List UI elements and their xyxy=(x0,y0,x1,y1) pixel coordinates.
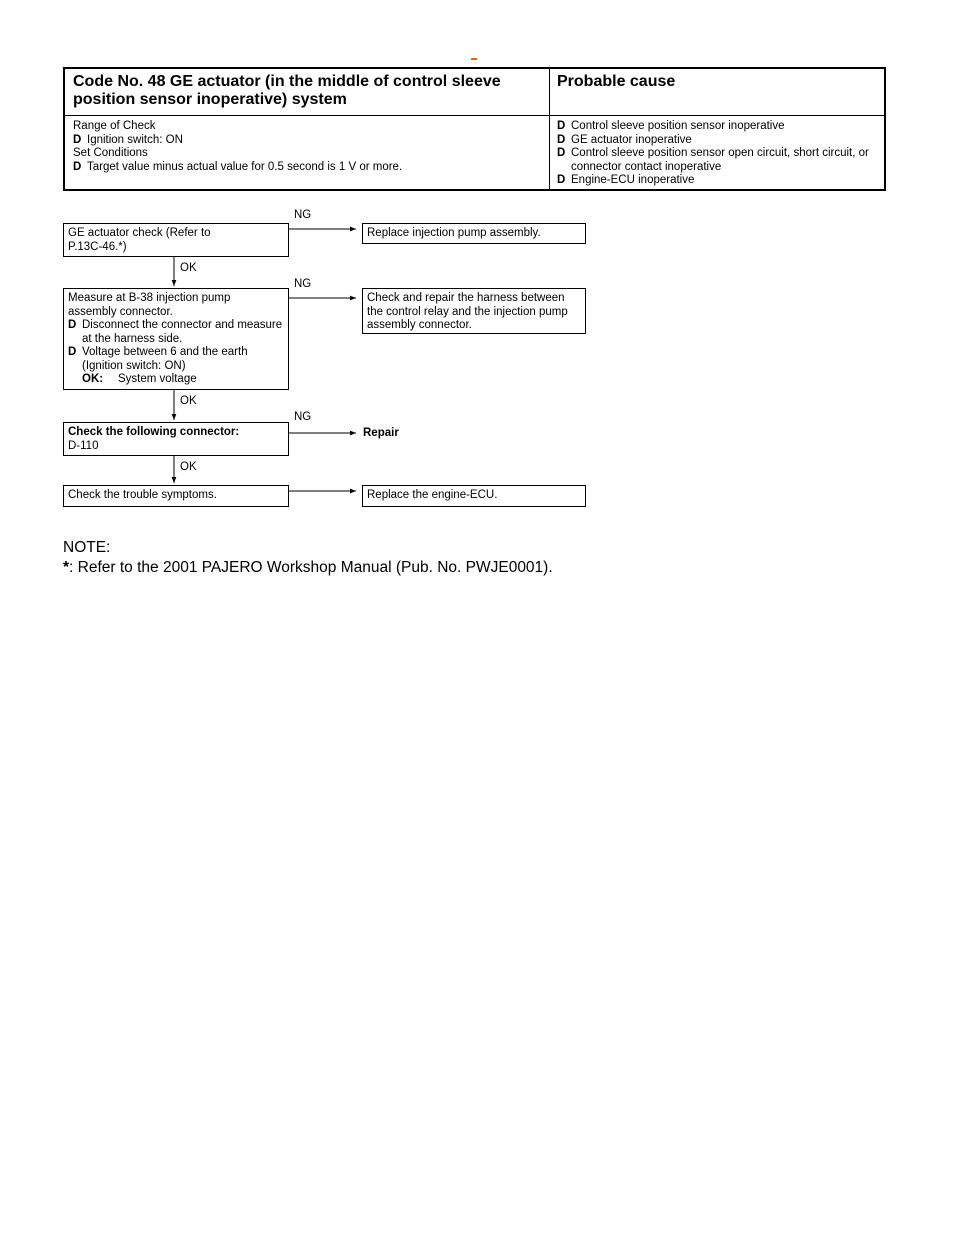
bullet-icon: D xyxy=(68,319,77,331)
step-measure-connector: Measure at B-38 injection pump assembly connector. D Disconnect the connector and measure at the harness side. D Voltage between 6 and the earth (Ignition switch: ON) OK: System voltage xyxy=(63,288,289,390)
range-of-check-label: Range of Check xyxy=(73,120,156,132)
set-conditions-label: Set Conditions xyxy=(73,147,148,159)
step-ge-actuator-check: GE actuator check (Refer to P.13C-46.*) xyxy=(63,223,289,257)
bullet-icon: D xyxy=(73,160,82,173)
cause-item: D Control sleeve position sensor inoperative xyxy=(557,120,785,132)
step-check-symptoms: Check the trouble symptoms. xyxy=(63,485,289,507)
bullet-icon: D xyxy=(68,346,77,358)
result-replace-pump: Replace injection pump assembly. xyxy=(362,223,586,244)
measure-item: D Disconnect the connector and measure at the harness side. xyxy=(68,319,283,345)
bullet-icon: D xyxy=(557,133,566,146)
ng-label: NG xyxy=(294,278,312,290)
probable-cause-title: Probable cause xyxy=(557,73,676,90)
page-top-mark xyxy=(471,58,477,60)
ok-label: OK xyxy=(180,461,197,473)
result-check-harness: Check and repair the harness between the control relay and the injection pump assembly connector. xyxy=(362,288,586,334)
header-column-divider xyxy=(549,69,550,189)
result-repair: Repair xyxy=(363,427,399,439)
step-check-connector: Check the following connector: D-110 xyxy=(63,422,289,456)
ng-label: NG xyxy=(294,209,312,221)
bullet-icon: D xyxy=(557,174,566,186)
ok-label: OK xyxy=(180,395,197,407)
cause-item: D Control sleeve position sensor open circuit, short circuit, or connector contact inoperative xyxy=(557,147,869,173)
range-item: D Ignition switch: ON xyxy=(73,133,183,146)
measure-item: D Voltage between 6 and the earth (Ignition switch: ON) xyxy=(68,346,248,372)
probable-causes-list xyxy=(557,120,877,188)
note-text: *: Refer to the 2001 PAJERO Workshop Manual (Pub. No. PWJE0001). xyxy=(63,559,553,576)
footnote xyxy=(63,538,553,578)
code-header-table xyxy=(63,67,886,191)
result-replace-ecu: Replace the engine-ECU. xyxy=(362,485,586,507)
note-label: NOTE: xyxy=(63,539,111,556)
bullet-icon: D xyxy=(73,133,82,146)
code-title: Code No. 48 GE actuator (in the middle of control sleeve position sensor inoperative) system xyxy=(73,73,501,108)
set-condition-item: D Target value minus actual value for 0.5 second is 1 V or more. xyxy=(73,160,403,173)
bullet-icon: D xyxy=(557,147,566,159)
ok-spec: OK: System voltage xyxy=(82,373,197,385)
bullet-icon: D xyxy=(557,120,566,132)
check-conditions xyxy=(73,120,543,174)
ok-label: OK xyxy=(180,262,197,274)
cause-item: D Engine-ECU inoperative xyxy=(557,174,695,186)
cause-item: D GE actuator inoperative xyxy=(557,133,692,146)
ng-label: NG xyxy=(294,411,312,423)
